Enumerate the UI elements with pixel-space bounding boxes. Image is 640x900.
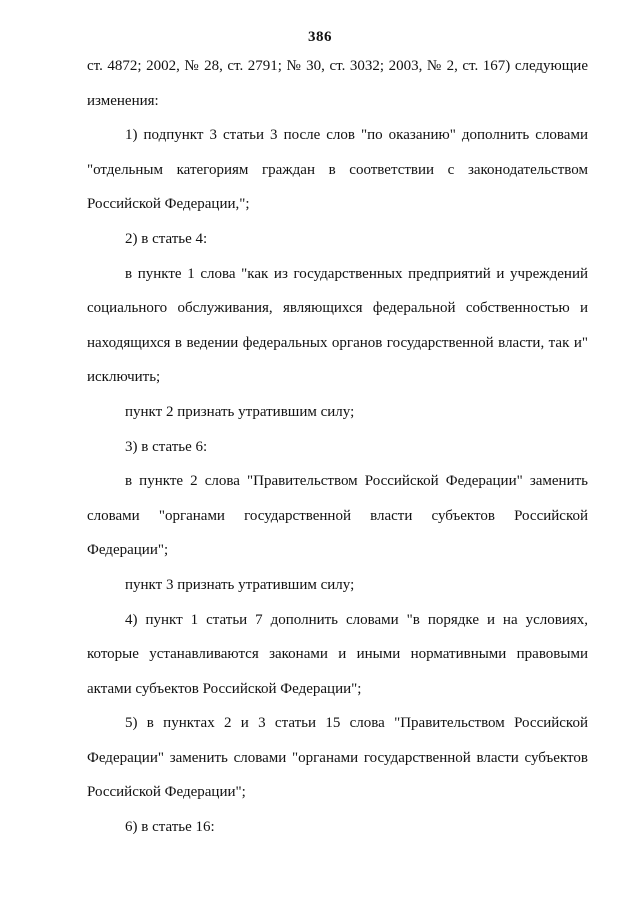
paragraph-item-3: 3) в статье 6: <box>125 438 208 455</box>
paragraph-item-3-clause-1: в пункте 2 слова "Правительством Российской Федерации" заменить словами "органами государственной власти субъектов Российской Федерации"; <box>87 473 588 559</box>
document-body <box>87 49 588 845</box>
paragraph-item-1: 1) подпункт 3 статьи 3 после слов "по оказанию" дополнить словами "отдельным категориям граждан в соответствии с законодательством Российской Федерации,"; <box>87 127 588 213</box>
paragraph-item-3-clause-2: пункт 3 признать утратившим силу; <box>125 576 355 593</box>
paragraph-item-2-clause-1: в пункте 1 слова "как из государственных предприятий и учреждений социального обслуживания, являющихся федеральной собственностью и находящихся в ведении федеральных органов государственной власти, так и" исключить; <box>87 265 588 386</box>
paragraph-item-5: 5) в пунктах 2 и 3 статьи 15 слова "Правительством Российской Федерации" заменить словами "органами государственной власти субъектов Российской Федерации"; <box>87 715 588 801</box>
paragraph-item-2-clause-2: пункт 2 признать утратившим силу; <box>125 403 355 420</box>
paragraph-item-2: 2) в статье 4: <box>125 230 208 247</box>
page-number: 386 <box>308 29 332 45</box>
paragraph-continuation: ст. 4872; 2002, № 28, ст. 2791; № 30, ст. 3032; 2003, № 2, ст. 167) следующие изменения: <box>87 58 588 109</box>
paragraph-item-4: 4) пункт 1 статьи 7 дополнить словами "в порядке и на условиях, которые устанавливаются законами и иными нормативными правовыми актами субъектов Российской Федерации"; <box>87 611 588 697</box>
paragraph-item-6: 6) в статье 16: <box>125 819 215 836</box>
